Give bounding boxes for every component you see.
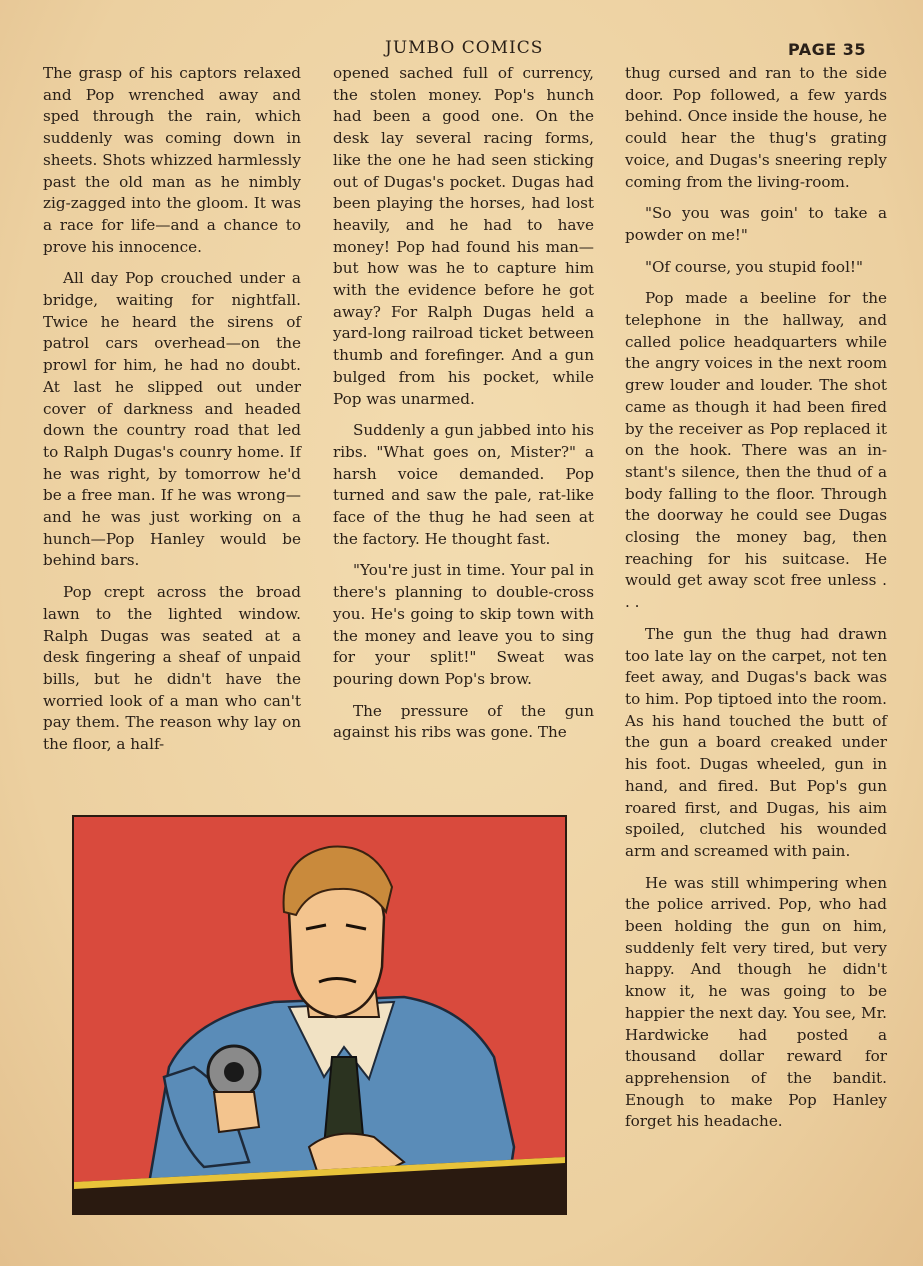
paragraph: "You're just in time. Your pal in there's planning to double-cross you. He's going to skip town with the money and leave you to sing for your split!" Sweat was pouring down Pop's brow. (333, 561, 594, 688)
text-column-3 (625, 63, 887, 1143)
paragraph: The gun the thug had drawn too late lay on the carpet, not ten feet away, and Dugas's back was to him. Pop tiptoed into the room. As his hand touched the butt of the gun a board creaked under his foot. Dugas wheeled, gun in hand, and fired. But Pop's gun roared first, and Dugas, his aim spoiled, clutched his wounded arm and screamed with pain. (625, 624, 887, 860)
paragraph: He was still whimpering when the police arrived. Pop, who had been holding the gun on him, suddenly felt very tired, but very happy. And though he didn't know it, he was going to be happier the next day. You see, Mr. Hardwicke had posted a thousand dollar reward for apprehension of the bandit. Enough to make Pop Hanley forget his headache. (625, 873, 887, 1131)
text-column-2 (333, 63, 594, 754)
page-number: PAGE 35 (788, 40, 867, 59)
comic-illustration-panel (72, 815, 567, 1215)
paragraph: Pop crept across the broad lawn to the lighted window. Ralph Dugas was seated at a desk fingering a sheaf of unpaid bills, but he didn't have the worried look of a man who can't pay them. The reason why lay on the floor, a half- (43, 583, 301, 754)
paragraph: "Of course, you stupid fool!" (645, 257, 864, 276)
paragraph: Pop made a beeline for the telephone in the hallway, and called police headquarters while the angry voices in the next room grew louder and louder. The shot came as though it had been fired by the receiver as Pop replaced it on the hook. There was an instant's silence, then the thud of a body falling to the floor. Through the doorway he could see Dugas closing the money bag, then reaching for his suitcase. He would get away scot free unless . . . (625, 289, 887, 612)
paragraph: thug cursed and ran to the side door. Pop followed, a few yards behind. Once inside the house, he could hear the thug's grating voice, and Dugas's sneering reply coming from the living-room. (625, 64, 887, 191)
revolver-muzzle (224, 1062, 244, 1082)
paragraph: The pressure of the gun against his ribs was gone. The (333, 701, 594, 742)
paragraph: The grasp of his captors relaxed and Pop wrenched away and sped through the rain, which suddenly was coming down in sheets. Shots whizzed harmlessly past the old man as he nimbly zig-zagged into the gloom. It was a race for life—and a chance to prove his innocence. (43, 64, 301, 256)
paragraph: Suddenly a gun jabbed into his ribs. "What goes on, Mister?" a harsh voice demanded. Pop turned and saw the pale, rat-like face of the thug he had seen at the factory. He thought fast. (333, 421, 594, 548)
paragraph: opened sached full of currency, the stolen money. Pop's hunch had been a good one. On the desk lay several racing forms, like the one he had seen sticking out of Dugas's pocket. Dugas had been playing the horses, had lost heavily, and he had to have money! Pop had found his man—but how was he to capture him with the evidence before he got away? For Ralph Dugas held a yard-long railroad ticket between thumb and forefinger. And a gun bulged from his pocket, while Pop was unarmed. (333, 64, 594, 408)
gunman-illustration (74, 817, 565, 1213)
paragraph: All day Pop crouched under a bridge, waiting for nightfall. Twice he heard the sirens of patrol cars overhead—on the prowl for him, he had no doubt. At last he slipped out under cover of darkness and headed down the country road that led to Ralph Dugas's counry home. If he was right, by tomorrow he'd be a free man. If he was wrong—and he was just working on a hunch—Pop Hanley would be behind bars. (43, 269, 301, 570)
text-column-1 (43, 63, 301, 766)
paragraph: "So you was goin' to take a powder on me!" (625, 204, 887, 244)
magazine-title: JUMBO COMICS (385, 38, 544, 58)
gun-hand (214, 1092, 259, 1132)
